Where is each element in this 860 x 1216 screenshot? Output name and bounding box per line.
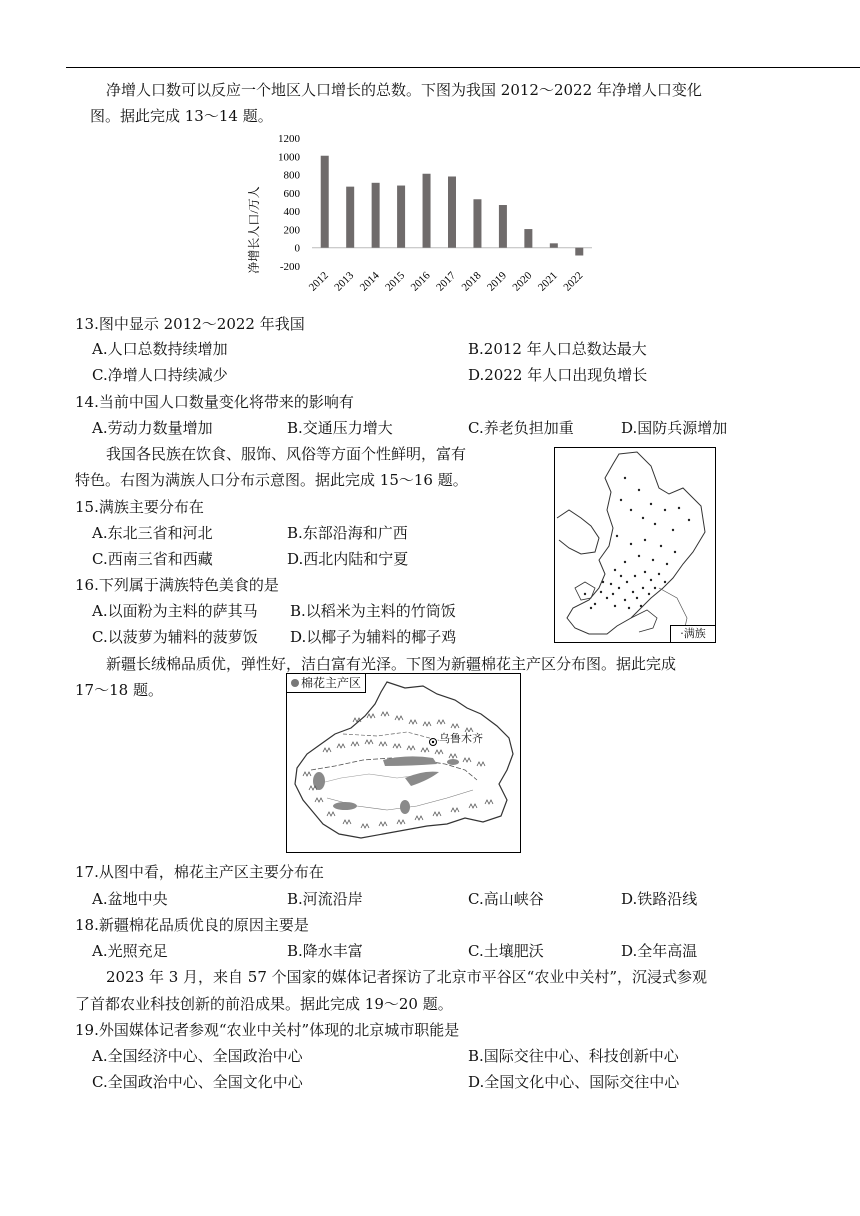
manchu-dot <box>660 545 662 547</box>
q15-stem: 15.满族主要分布在 <box>75 498 204 516</box>
bar-2016 <box>423 174 431 248</box>
q15-option-c[interactable]: C.西南三省和西藏 <box>92 550 213 568</box>
intro1-line2: 图。据此完成 13～14 题。 <box>90 107 273 125</box>
dot-icon: · <box>680 627 684 640</box>
x-tick-label: 2018 <box>459 269 484 294</box>
mountain-symbol <box>351 742 359 746</box>
x-tick-label: 2015 <box>383 269 408 294</box>
cotton-map-legend <box>287 674 366 693</box>
q16-option-a[interactable]: A.以面粉为主料的萨其马 <box>92 602 258 620</box>
intro3-line1: 新疆长绒棉品质优，弹性好，洁白富有光泽。下图为新疆棉花主产区分布图。据此完成 <box>106 655 677 673</box>
manchu-dot <box>614 569 616 571</box>
manchu-dot <box>638 489 640 491</box>
q14-option-c[interactable]: C.养老负担加重 <box>468 419 574 437</box>
mountain-symbol <box>423 722 431 726</box>
mountain-symbol <box>343 820 351 824</box>
x-tick-label: 2019 <box>484 269 510 294</box>
q19-option-c[interactable]: C.全国政治中心、全国文化中心 <box>92 1073 303 1091</box>
mountain-symbol <box>315 798 323 802</box>
q17-option-b[interactable]: B.河流沿岸 <box>287 890 363 908</box>
mountain-symbol <box>451 808 459 812</box>
mountain-symbol <box>365 740 373 744</box>
bar-2022 <box>575 248 583 256</box>
mountain-symbol <box>415 816 423 820</box>
manchu-dot <box>672 529 674 531</box>
manchu-dot <box>610 583 612 585</box>
bar-2012 <box>321 156 329 248</box>
manchu-dot <box>584 593 586 595</box>
mountain-symbol <box>303 772 311 776</box>
chart-bars <box>321 156 584 256</box>
x-tick-label: 2020 <box>510 269 535 294</box>
manchu-dot <box>624 599 626 601</box>
manchu-dot <box>618 587 620 589</box>
manchu-dot <box>654 587 656 589</box>
chart-ylabel: 净增长人口/万人 <box>247 186 261 274</box>
manchu-dot <box>666 563 668 565</box>
mountain-symbol <box>379 822 387 826</box>
intro3-line2: 17～18 题。 <box>75 681 163 699</box>
y-tick-label: 400 <box>283 206 300 219</box>
mountain-symbol <box>477 762 485 766</box>
bar-2014 <box>372 183 380 248</box>
intro4-line1: 2023 年 3 月，来自 57 个国家的媒体记者探访了北京市平谷区“农业中关村”，沉浸式参观 <box>106 968 707 986</box>
manchu-map-drawing <box>555 448 715 642</box>
manchu-dot <box>658 573 660 575</box>
mountain-symbol <box>323 748 331 752</box>
q13-stem: 13.图中显示 2012～2022 年我国 <box>75 315 305 333</box>
manchu-dot <box>612 593 614 595</box>
manchu-dot <box>630 509 632 511</box>
mountain-symbol <box>435 750 443 754</box>
manchu-dot <box>626 581 628 583</box>
cotton-region-icon <box>291 679 299 687</box>
manchu-dot <box>650 579 652 581</box>
y-tick-label: 1000 <box>278 151 300 164</box>
x-tick-label: 2012 <box>306 269 331 294</box>
manchu-dot <box>630 543 632 545</box>
manchu-dot <box>642 587 644 589</box>
manchu-dot <box>632 591 634 593</box>
net-population-bar-chart <box>240 128 610 310</box>
q17-stem: 17.从图中看，棉花主产区主要分布在 <box>75 863 324 881</box>
mountain-symbol <box>361 824 369 828</box>
intro2-line2: 特色。右图为满族人口分布示意图。据此完成 15～16 题。 <box>75 471 468 489</box>
manchu-dots <box>584 477 690 609</box>
xinjiang-map-drawing <box>287 674 520 852</box>
mountain-symbol <box>379 742 387 746</box>
q18-option-b[interactable]: B.降水丰富 <box>287 942 363 960</box>
mountain-symbol <box>409 720 417 724</box>
manchu-dot <box>620 575 622 577</box>
mountain-symbol <box>337 744 345 748</box>
q13-option-b[interactable]: B.2012 年人口总数达最大 <box>468 340 647 358</box>
manchu-dot <box>606 597 608 599</box>
q14-option-a[interactable]: A.劳动力数量增加 <box>92 419 213 437</box>
q13-option-a[interactable]: A.人口总数持续增加 <box>92 340 228 358</box>
cotton-regions <box>313 756 459 814</box>
manchu-dot <box>664 581 666 583</box>
mountain-symbol <box>449 754 457 758</box>
q14-option-b[interactable]: B.交通压力增大 <box>287 419 393 437</box>
q15-option-d[interactable]: D.西北内陆和宁夏 <box>287 550 409 568</box>
manchu-dot <box>600 591 602 593</box>
q16-option-c[interactable]: C.以菠萝为辅料的菠萝饭 <box>92 628 258 646</box>
manchu-dot <box>636 597 638 599</box>
header-rule <box>66 67 860 68</box>
q16-option-d[interactable]: D.以椰子为辅料的椰子鸡 <box>290 628 457 646</box>
mountain-symbol <box>485 800 493 804</box>
mountain-symbol <box>421 748 429 752</box>
x-tick-label: 2022 <box>561 269 586 294</box>
q15-option-a[interactable]: A.东北三省和河北 <box>92 524 213 542</box>
mountain-symbol <box>367 714 375 718</box>
manchu-dot <box>602 581 604 583</box>
y-tick-label: 0 <box>294 242 300 255</box>
bar-2021 <box>550 243 558 247</box>
x-tick-label: 2013 <box>332 269 357 294</box>
q19-option-a[interactable]: A.全国经济中心、全国政治中心 <box>92 1047 303 1065</box>
x-tick-label: 2021 <box>535 269 560 294</box>
q19-option-d[interactable]: D.全国文化中心、国际交往中心 <box>468 1073 680 1091</box>
mountain-symbol <box>433 812 441 816</box>
bar-2018 <box>473 199 481 247</box>
bar-2017 <box>448 176 456 247</box>
mountain-symbol <box>381 712 389 716</box>
manchu-dot <box>678 507 680 509</box>
manchu-dot <box>628 607 630 609</box>
intro4-line2: 了首都农业科技创新的前沿成果。据此完成 19～20 题。 <box>75 995 453 1013</box>
urumqi-label: 乌鲁木齐 <box>439 732 483 745</box>
q18-stem: 18.新疆棉花品质优良的原因主要是 <box>75 916 309 934</box>
urumqi-marker <box>430 739 437 746</box>
manchu-dot <box>654 523 656 525</box>
q19-stem: 19.外国媒体记者参观“农业中关村”体现的北京城市职能是 <box>75 1021 460 1039</box>
manchu-dot <box>614 605 616 607</box>
manchu-dot <box>642 517 644 519</box>
manchu-dot <box>644 571 646 573</box>
mountain-symbol <box>397 820 405 824</box>
q18-option-a[interactable]: A.光照充足 <box>92 942 168 960</box>
q17-option-c[interactable]: C.高山峡谷 <box>468 890 544 908</box>
mountain-symbol <box>393 744 401 748</box>
mountain-symbol <box>451 724 459 728</box>
manchu-dot <box>624 561 626 563</box>
mountain-symbol <box>463 758 471 762</box>
cotton-legend-label: 棉花主产区 <box>301 676 362 690</box>
manchu-dot <box>650 503 652 505</box>
mountain-symbol <box>437 720 445 724</box>
x-tick-label: 2017 <box>434 269 459 294</box>
manchu-dot <box>648 593 650 595</box>
intro2-line1: 我国各民族在饮食、服饰、风俗等方面个性鲜明，富有 <box>106 445 467 463</box>
xinjiang-cotton-map <box>286 673 521 853</box>
manchu-dot <box>620 499 622 501</box>
bar-2020 <box>524 229 532 248</box>
q15-option-b[interactable]: B.东部沿海和广西 <box>287 524 408 542</box>
manchu-legend-label: 满族 <box>683 627 706 640</box>
manchu-dot <box>590 607 592 609</box>
manchu-dot <box>616 535 618 537</box>
mountain-symbol <box>469 804 477 808</box>
x-tick-label: 2014 <box>357 269 382 294</box>
chart-x-axis <box>307 269 586 293</box>
manchu-dot <box>652 559 654 561</box>
mountain-symbol <box>395 716 403 720</box>
q18-option-c[interactable]: C.土壤肥沃 <box>468 942 544 960</box>
manchu-dot <box>634 575 636 577</box>
manchu-map-legend <box>670 625 715 642</box>
mountain-symbol <box>407 746 415 750</box>
y-tick-label: 1200 <box>278 133 300 145</box>
manchu-dot <box>664 509 666 511</box>
manchu-dot <box>624 477 626 479</box>
q18-option-d[interactable]: D.全年高温 <box>621 942 698 960</box>
y-tick-label: 800 <box>283 169 300 182</box>
mountain-symbol <box>353 718 361 722</box>
manchu-dot <box>688 519 690 521</box>
manchu-dot <box>638 555 640 557</box>
y-tick-label: -200 <box>279 261 300 273</box>
q17-option-a[interactable]: A.盆地中央 <box>92 890 168 908</box>
q17-option-d[interactable]: D.铁路沿线 <box>621 890 698 908</box>
manchu-dot <box>640 605 642 607</box>
intro1-line1: 净增人口数可以反应一个地区人口增长的总数。下图为我国 2012～2022 年净增人口变化 <box>106 81 702 99</box>
bar-2019 <box>499 205 507 248</box>
q13-option-c[interactable]: C.净增人口持续减少 <box>92 366 228 384</box>
q16-option-b[interactable]: B.以稻米为主料的竹筒饭 <box>290 602 456 620</box>
q13-option-d[interactable]: D.2022 年人口出现负增长 <box>468 366 648 384</box>
manchu-dot <box>674 551 676 553</box>
y-tick-label: 600 <box>283 187 300 200</box>
q14-stem: 14.当前中国人口数量变化将带来的影响有 <box>75 393 354 411</box>
q19-option-b[interactable]: B.国际交往中心、科技创新中心 <box>468 1047 679 1065</box>
bar-2013 <box>346 187 354 248</box>
manchu-dot <box>594 603 596 605</box>
y-tick-label: 200 <box>283 224 300 237</box>
q14-option-d[interactable]: D.国防兵源增加 <box>621 419 728 437</box>
mountain-symbol <box>327 812 335 816</box>
bar-2015 <box>397 186 405 248</box>
manchu-distribution-map <box>554 447 716 643</box>
x-tick-label: 2016 <box>408 269 433 294</box>
q16-stem: 16.下列属于满族特色美食的是 <box>75 576 279 594</box>
manchu-dot <box>644 539 646 541</box>
